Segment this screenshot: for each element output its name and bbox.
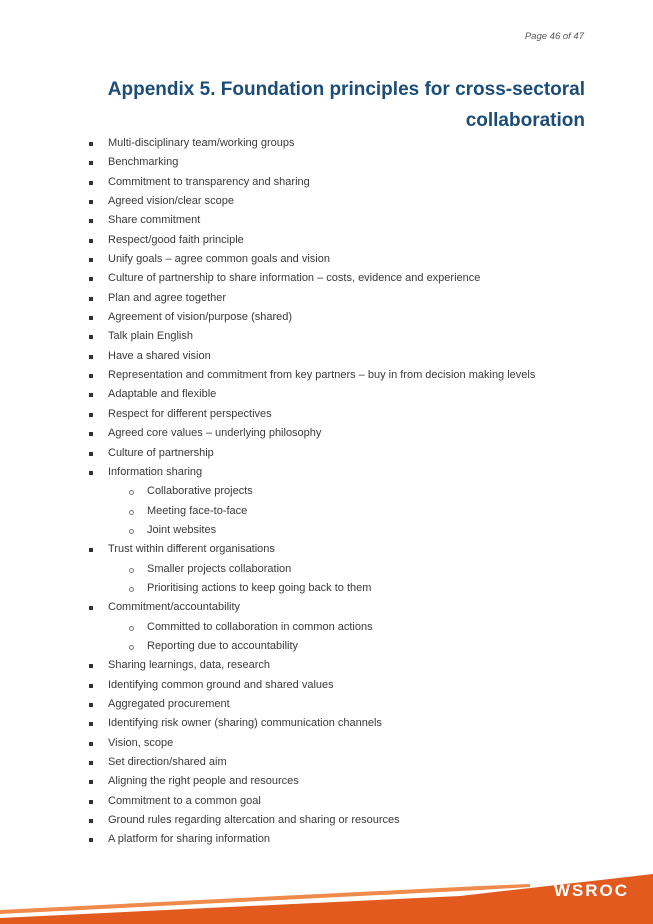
list-item [0, 405, 653, 424]
list-item-text: Aligning the right people and resources [108, 775, 299, 788]
circle-bullet-icon [129, 626, 134, 631]
list-item [0, 327, 653, 346]
list-item-text: Share commitment [108, 214, 201, 227]
list-item-text: Trust within different organisations [108, 543, 275, 556]
list-item-text: Ground rules regarding altercation and sharing or resources [108, 814, 400, 827]
principles-list [0, 134, 653, 850]
square-bullet-icon [89, 335, 93, 339]
sub-list-item [0, 521, 653, 540]
square-bullet-icon [89, 800, 93, 804]
circle-bullet-icon [129, 490, 134, 495]
sub-list-item [0, 482, 653, 501]
list-item-text: Commitment to transparency and sharing [108, 175, 310, 188]
square-bullet-icon [89, 838, 93, 842]
list-item-text: Unify goals – agree common goals and vision [108, 253, 330, 266]
list-item-text: Talk plain English [108, 330, 193, 343]
circle-bullet-icon [129, 568, 134, 573]
list-item-text: Have a shared vision [108, 349, 211, 362]
list-item [0, 385, 653, 404]
circle-bullet-icon [129, 587, 134, 592]
sub-list-item [0, 618, 653, 637]
list-item [0, 173, 653, 192]
square-bullet-icon [89, 452, 93, 456]
list-item [0, 153, 653, 172]
list-item-text: Agreed core values – underlying philosophy [108, 427, 322, 440]
square-bullet-icon [89, 181, 93, 185]
sub-list-item [0, 637, 653, 656]
list-item [0, 444, 653, 463]
list-item [0, 192, 653, 211]
list-item-text: Commitment to a common goal [108, 794, 261, 807]
list-item-text: Benchmarking [108, 156, 179, 169]
circle-bullet-icon [129, 645, 134, 650]
square-bullet-icon [89, 780, 93, 784]
list-item-text: Agreed vision/clear scope [108, 195, 234, 208]
list-item-text: Prioritising actions to keep going back to them [147, 581, 372, 594]
list-item [0, 250, 653, 269]
list-item-text: Representation and commitment from key partners – buy in from decision making levels [108, 369, 536, 382]
list-item-text: Information sharing [108, 465, 203, 478]
list-item [0, 366, 653, 385]
page-number: Page 46 of 47 [524, 31, 584, 42]
square-bullet-icon [89, 471, 93, 475]
square-bullet-icon [89, 703, 93, 707]
square-bullet-icon [89, 819, 93, 823]
circle-bullet-icon [129, 529, 134, 534]
list-item-text: Commitment/accountability [108, 601, 241, 614]
wsroc-logo: WSROC [553, 881, 629, 900]
square-bullet-icon [89, 606, 93, 610]
list-item-text: Collaborative projects [147, 485, 253, 498]
square-bullet-icon [89, 161, 93, 165]
list-item [0, 598, 653, 617]
list-item [0, 811, 653, 830]
list-item [0, 424, 653, 443]
square-bullet-icon [89, 258, 93, 262]
square-bullet-icon [89, 142, 93, 146]
list-item-text: Culture of partnership [108, 446, 214, 459]
list-item [0, 714, 653, 733]
square-bullet-icon [89, 684, 93, 688]
page-title: Appendix 5. Foundation principles for cross-sectoral collaboration [107, 79, 585, 131]
list-item [0, 289, 653, 308]
sub-list-item [0, 560, 653, 579]
square-bullet-icon [89, 355, 93, 359]
sub-list-item [0, 502, 653, 521]
square-bullet-icon [89, 742, 93, 746]
list-item-text: Agreement of vision/purpose (shared) [108, 311, 293, 324]
list-item-text: Identifying common ground and shared values [108, 678, 334, 691]
list-item [0, 269, 653, 288]
list-item [0, 231, 653, 250]
list-item-text: Vision, scope [108, 736, 174, 749]
list-item-text: Identifying risk owner (sharing) communication channels [108, 717, 382, 730]
list-item [0, 463, 653, 482]
list-item-text: Set direction/shared aim [108, 756, 227, 768]
square-bullet-icon [89, 316, 93, 320]
square-bullet-icon [89, 239, 93, 243]
square-bullet-icon [89, 432, 93, 436]
square-bullet-icon [89, 219, 93, 223]
square-bullet-icon [89, 200, 93, 204]
list-item [0, 753, 653, 772]
square-bullet-icon [89, 548, 93, 552]
sub-list-item [0, 579, 653, 598]
list-item [0, 347, 653, 366]
list-item [0, 134, 653, 153]
list-item [0, 792, 653, 811]
list-item-text: Committed to collaboration in common actions [147, 620, 373, 633]
square-bullet-icon [89, 664, 93, 668]
circle-bullet-icon [129, 510, 134, 515]
list-item [0, 734, 653, 753]
list-item-text: Plan and agree together [108, 291, 227, 304]
square-bullet-icon [89, 393, 93, 397]
list-item-text: Culture of partnership to share information – costs, evidence and experience [108, 272, 481, 285]
list-item-text: Joint websites [147, 523, 217, 536]
list-item [0, 830, 653, 849]
list-item-text: Meeting face-to-face [147, 504, 248, 517]
square-bullet-icon [89, 761, 93, 765]
list-item-text: A platform for sharing information [108, 833, 271, 846]
list-item-text: Aggregated procurement [108, 697, 230, 710]
list-item [0, 540, 653, 559]
list-item [0, 211, 653, 230]
list-item [0, 772, 653, 791]
list-item [0, 656, 653, 675]
list-item-text: Respect/good faith principle [108, 233, 244, 246]
list-item [0, 695, 653, 714]
list-item-text: Multi-disciplinary team/working groups [108, 137, 295, 149]
list-item [0, 308, 653, 327]
square-bullet-icon [89, 297, 93, 301]
square-bullet-icon [89, 374, 93, 378]
square-bullet-icon [89, 277, 93, 281]
list-item [0, 676, 653, 695]
list-item-text: Sharing learnings, data, research [108, 659, 271, 672]
list-item-text: Adaptable and flexible [108, 388, 217, 401]
square-bullet-icon [89, 722, 93, 726]
square-bullet-icon [89, 413, 93, 417]
list-item-text: Reporting due to accountability [147, 639, 299, 652]
list-item-text: Respect for different perspectives [108, 407, 272, 420]
list-item-text: Smaller projects collaboration [147, 562, 292, 575]
